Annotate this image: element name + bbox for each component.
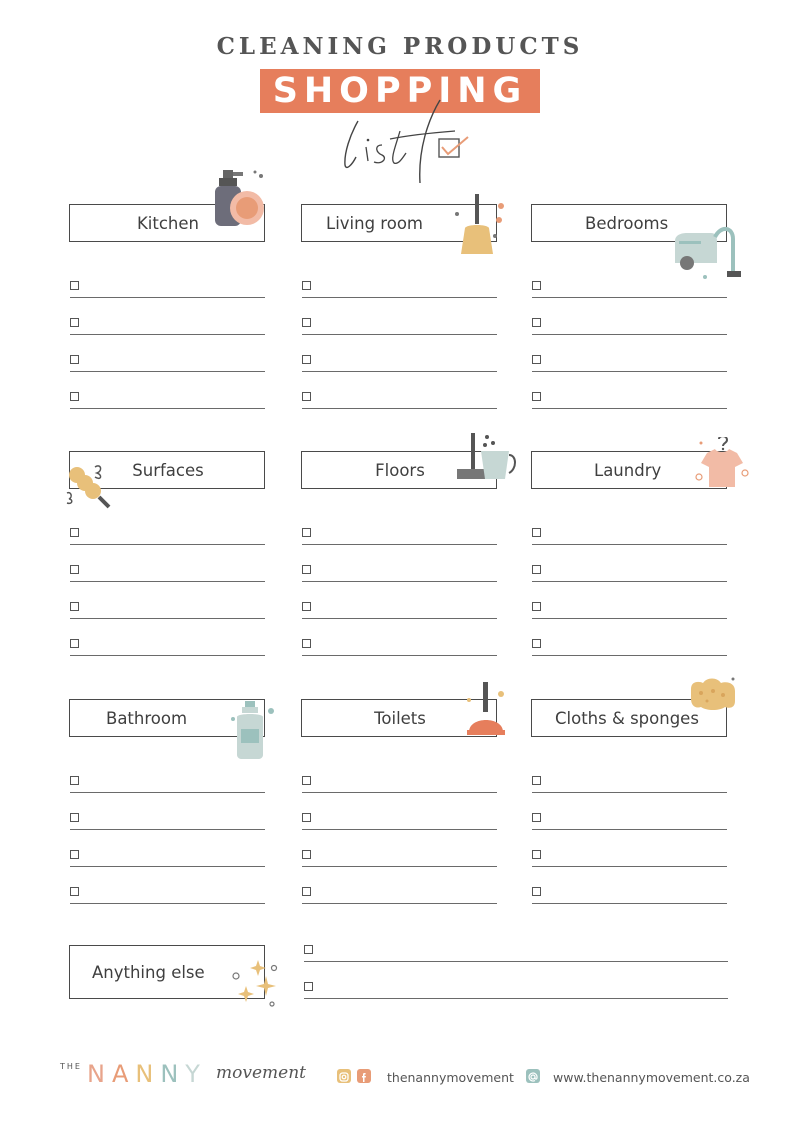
write-line[interactable] [302, 408, 497, 409]
shirt-icon [695, 437, 749, 497]
checkbox[interactable] [304, 982, 313, 991]
write-line[interactable] [70, 544, 265, 545]
write-line[interactable] [532, 334, 727, 335]
brand-movement: movement [216, 1063, 306, 1083]
banner-text: SHOPPING [272, 71, 528, 111]
write-line[interactable] [532, 792, 727, 793]
category-label: Floors [375, 461, 425, 480]
write-line[interactable] [70, 792, 265, 793]
write-line[interactable] [532, 866, 727, 867]
list-item[interactable] [532, 884, 728, 904]
checkbox[interactable] [302, 850, 311, 859]
sponge-icon [687, 673, 737, 721]
list-script-logo [330, 95, 480, 190]
brand-the: THE [60, 1062, 82, 1071]
list-item[interactable] [532, 278, 728, 298]
checkbox[interactable] [532, 528, 541, 537]
list-item[interactable] [532, 773, 728, 793]
list-item[interactable] [70, 599, 266, 619]
checkbox[interactable] [532, 850, 541, 859]
checkbox[interactable] [70, 528, 79, 537]
checkbox[interactable] [302, 776, 311, 785]
list-item[interactable] [302, 847, 498, 867]
page-title: CLEANING PRODUCTS [216, 33, 584, 60]
checkbox[interactable] [302, 887, 311, 896]
list-item[interactable] [302, 636, 498, 656]
checkbox[interactable] [70, 813, 79, 822]
list-item[interactable] [302, 389, 498, 409]
checkbox[interactable] [70, 850, 79, 859]
category-label: Surfaces [132, 461, 204, 480]
checkbox[interactable] [70, 602, 79, 611]
write-line[interactable] [302, 334, 497, 335]
brand-letter: Y [185, 1060, 207, 1088]
category-label: Bathroom [106, 709, 188, 728]
brand-letter: N [160, 1060, 186, 1088]
checkbox[interactable] [302, 318, 311, 327]
list-item[interactable] [532, 389, 728, 409]
list-item[interactable] [70, 278, 266, 298]
checkbox[interactable] [532, 281, 541, 290]
plunger-icon [461, 680, 511, 742]
duster-icon [65, 463, 115, 515]
broom-icon [451, 192, 511, 260]
list-item[interactable] [532, 315, 728, 335]
checkbox[interactable] [532, 887, 541, 896]
checkbox[interactable] [532, 602, 541, 611]
checkbox[interactable] [302, 528, 311, 537]
write-line[interactable] [532, 903, 727, 904]
write-line[interactable] [532, 581, 727, 582]
anything-else-label: Anything else [92, 963, 205, 982]
checkbox[interactable] [302, 355, 311, 364]
write-line[interactable] [70, 334, 265, 335]
write-line[interactable] [302, 829, 497, 830]
write-line[interactable] [70, 655, 265, 656]
list-item[interactable] [302, 315, 498, 335]
email-icon[interactable] [526, 1069, 540, 1083]
checkbox[interactable] [532, 813, 541, 822]
checkbox[interactable] [532, 565, 541, 574]
write-line[interactable] [532, 829, 727, 830]
write-line[interactable] [70, 371, 265, 372]
list-item[interactable] [532, 562, 728, 582]
write-line[interactable] [302, 655, 497, 656]
write-line[interactable] [302, 581, 497, 582]
checkbox[interactable] [532, 318, 541, 327]
checkbox[interactable] [70, 355, 79, 364]
checkbox[interactable] [302, 813, 311, 822]
checkbox[interactable] [70, 639, 79, 648]
checkbox[interactable] [302, 281, 311, 290]
checkbox[interactable] [532, 392, 541, 401]
list-item[interactable] [302, 352, 498, 372]
list-item[interactable] [532, 847, 728, 867]
instagram-icon[interactable] [337, 1069, 351, 1083]
facebook-icon[interactable] [357, 1069, 371, 1083]
category-label: Living room [326, 214, 423, 233]
mop-bucket-icon [455, 431, 519, 491]
brand-letter: N [135, 1060, 161, 1088]
list-item[interactable] [70, 636, 266, 656]
list-item[interactable] [532, 352, 728, 372]
category-label: Laundry [594, 461, 662, 480]
write-line[interactable] [532, 544, 727, 545]
list-item[interactable] [302, 773, 498, 793]
list-item[interactable] [70, 352, 266, 372]
write-line[interactable] [302, 618, 497, 619]
checkbox[interactable] [532, 639, 541, 648]
list-item[interactable] [70, 810, 266, 830]
write-line[interactable] [70, 581, 265, 582]
write-line[interactable] [70, 618, 265, 619]
write-line[interactable] [302, 903, 497, 904]
list-item[interactable] [302, 884, 498, 904]
soap-bottle-icon [227, 699, 277, 765]
anything-else-row[interactable] [304, 979, 728, 999]
write-line[interactable] [302, 297, 497, 298]
write-line[interactable] [70, 903, 265, 904]
category-label: Kitchen [136, 214, 199, 233]
list-item[interactable] [302, 525, 498, 545]
list-item[interactable] [70, 389, 266, 409]
list-item[interactable] [302, 810, 498, 830]
checkbox[interactable] [70, 281, 79, 290]
category-label: Toilets [374, 709, 426, 728]
write-line[interactable] [532, 297, 727, 298]
write-line[interactable] [302, 544, 497, 545]
checkbox[interactable] [302, 565, 311, 574]
checkbox[interactable] [532, 776, 541, 785]
list-item[interactable] [70, 562, 266, 582]
list-item[interactable] [302, 278, 498, 298]
sparkles-icon [228, 958, 280, 1012]
write-line[interactable] [70, 866, 265, 867]
spray-bottle-icon [209, 166, 275, 234]
list-item[interactable] [70, 847, 266, 867]
nanny-movement-logo [60, 1060, 320, 1095]
checkbox[interactable] [302, 392, 311, 401]
write-line[interactable] [532, 618, 727, 619]
write-line[interactable] [302, 792, 497, 793]
brand-letter: A [111, 1060, 136, 1088]
checkbox[interactable] [302, 639, 311, 648]
checkbox[interactable] [70, 392, 79, 401]
write-line[interactable] [532, 655, 727, 656]
anything-else-row[interactable] [304, 942, 728, 962]
list-item[interactable] [302, 562, 498, 582]
checkbox[interactable] [304, 945, 313, 954]
brand-nanny [87, 1060, 207, 1088]
list-item[interactable] [532, 525, 728, 545]
checkbox[interactable] [532, 355, 541, 364]
checkbox[interactable] [70, 565, 79, 574]
write-line[interactable] [532, 371, 727, 372]
write-line[interactable] [70, 408, 265, 409]
website-link[interactable]: www.thenannymovement.co.za [553, 1070, 750, 1085]
list-item[interactable] [70, 773, 266, 793]
checkbox[interactable] [70, 776, 79, 785]
list-item[interactable] [70, 525, 266, 545]
checkbox[interactable] [302, 602, 311, 611]
write-line[interactable] [70, 829, 265, 830]
brand-letter: N [87, 1060, 112, 1088]
checkbox[interactable] [70, 318, 79, 327]
write-line[interactable] [532, 408, 727, 409]
list-item[interactable] [532, 636, 728, 656]
write-line[interactable] [302, 371, 497, 372]
checkbox[interactable] [70, 887, 79, 896]
list-item[interactable] [302, 599, 498, 619]
list-item[interactable] [532, 810, 728, 830]
write-line[interactable] [302, 866, 497, 867]
write-line[interactable] [304, 961, 728, 962]
category-label: Cloths & sponges [555, 709, 699, 728]
write-line[interactable] [70, 297, 265, 298]
list-item[interactable] [70, 315, 266, 335]
category-label: Bedrooms [585, 214, 669, 233]
social-handle[interactable]: thenannymovement [387, 1070, 514, 1085]
write-line[interactable] [304, 998, 728, 999]
list-item[interactable] [532, 599, 728, 619]
list-item[interactable] [70, 884, 266, 904]
